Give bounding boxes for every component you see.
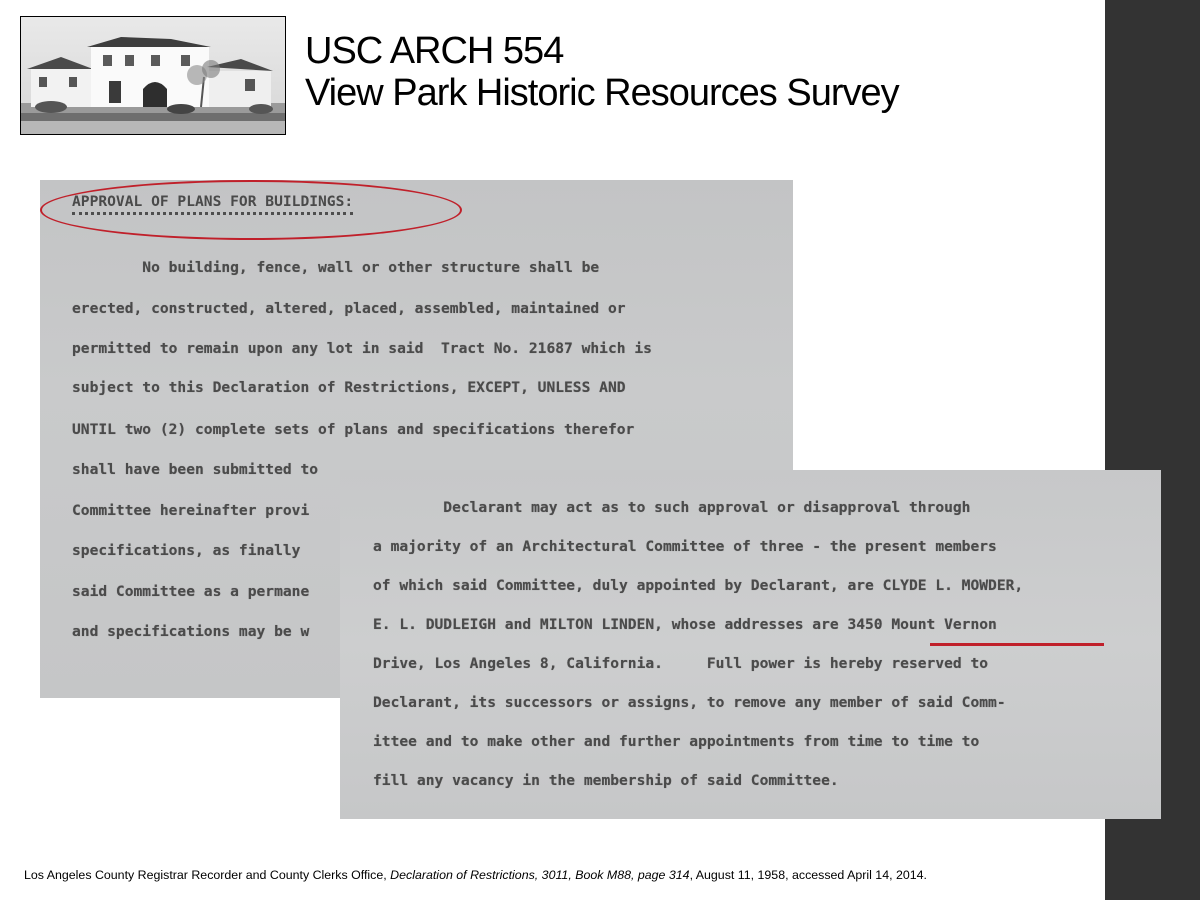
doc2-line-4: E. L. DUDLEIGH and MILTON LINDEN, whose addresses are 3450 Mount Vernon [373,616,997,633]
doc2-line-6: Declarant, its successors or assigns, to remove any member of said Comm- [373,694,1006,711]
doc1-line-7: Committee hereinafter provi [72,502,310,519]
title-line-1: USC ARCH 554 [305,30,564,72]
citation-title: Declaration of Restrictions, 3011, Book M88, page 314 [390,868,690,882]
doc1-line-6: shall have been submitted to [72,461,319,478]
doc2-line-1: Declarant may act as to such approval or disapproval through [373,499,971,516]
slide-title [305,30,1085,114]
document-heading: APPROVAL OF PLANS FOR BUILDINGS: [72,193,353,215]
doc2-line-7: ittee and to make other and further appointments from time to time to [373,733,980,750]
doc1-line-3: permitted to remain upon any lot in said Tract No. 21687 which is [72,340,652,357]
doc1-line-5: UNTIL two (2) complete sets of plans and specifications therefor [72,421,635,438]
title-line-2: View Park Historic Resources Survey [305,72,899,114]
doc1-line-9: said Committee as a permane [72,583,310,600]
doc2-line-3: of which said Committee, duly appointed by Declarant, are CLYDE L. MOWDER, [373,577,1024,594]
doc1-line-8: specifications, as finally [72,542,301,559]
citation [24,868,1094,882]
doc1-line-10: and specifications may be w [72,623,310,640]
citation-suffix: , August 11, 1958, accessed April 14, 2014. [689,868,927,882]
doc1-line-1: No building, fence, wall or other structure shall be [72,259,600,276]
address-highlight-underline [930,643,1104,646]
house-photo [20,16,286,135]
doc2-line-2: a majority of an Architectural Committee of three - the present members [373,538,997,555]
doc2-line-5: Drive, Los Angeles 8, California. Full power is hereby reserved to [373,655,989,672]
doc1-line-4: subject to this Declaration of Restrictions, EXCEPT, UNLESS AND [72,379,626,396]
heading-highlight-ellipse [40,180,462,240]
citation-prefix: Los Angeles County Registrar Recorder and County Clerks Office, [24,868,391,882]
doc2-line-8: fill any vacancy in the membership of said Committee. [373,772,839,789]
doc1-line-2: erected, constructed, altered, placed, assembled, maintained or [72,300,626,317]
